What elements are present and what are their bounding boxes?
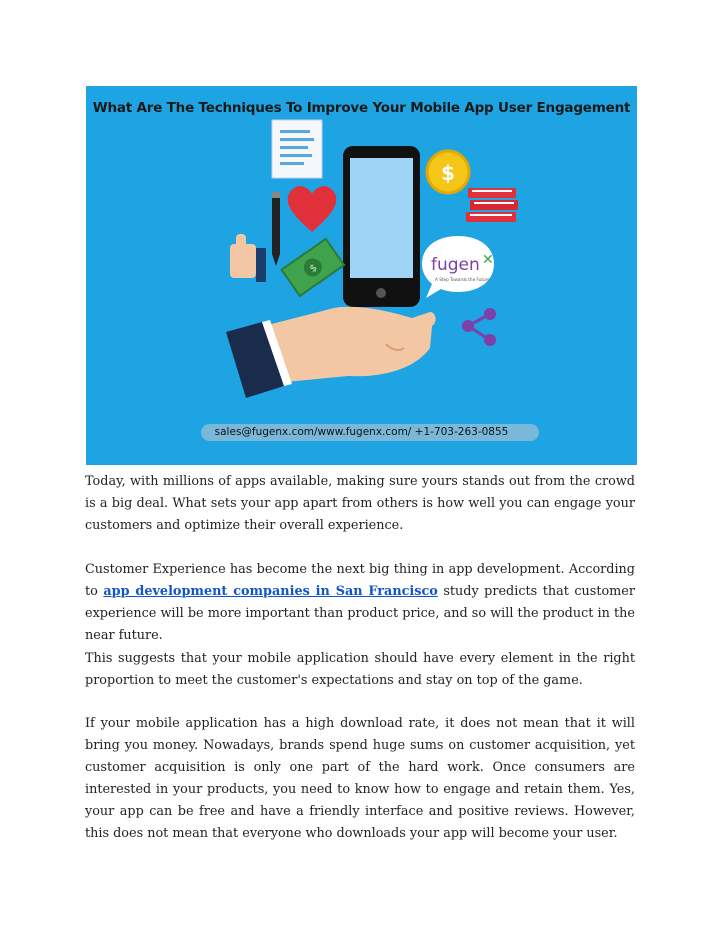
paragraph-text: study predicts that customer experience will be more important than product price, and so will the product in the near future. xyxy=(85,584,635,643)
svg-text:$: $ xyxy=(441,161,455,185)
brand-tagline: A Step Towards the Future xyxy=(435,277,490,282)
pen-icon xyxy=(272,192,280,266)
contact-info: sales@fugenx.com/www.fugenx.com/ +1-703-263-0855 xyxy=(214,426,509,438)
thumbs-up-icon xyxy=(230,234,266,282)
svg-text:$: $ xyxy=(307,262,320,275)
heart-icon xyxy=(288,186,337,232)
banner-illustration xyxy=(86,86,637,465)
money-bill-icon xyxy=(282,239,345,296)
link-app-development-companies[interactable]: app development companies in San Francisco xyxy=(103,584,438,599)
document-icon xyxy=(272,120,322,178)
paragraph-intro: Today, with millions of apps available, making sure yours stands out from the crowd is a big deal. What sets your app apart from others is how well you can engage your customers and optimize their overall experience. xyxy=(85,474,635,533)
banner-title: What Are The Techniques To Improve Your Mobile App User Engagement xyxy=(92,100,631,116)
share-icon xyxy=(462,308,496,346)
dollar-coin-icon xyxy=(427,151,469,193)
brand-logo: fugen xyxy=(431,255,480,275)
phone-icon xyxy=(343,146,420,307)
paragraph-download-rate: If your mobile application has a high download rate, it does not mean that it will bring you money. Nowadays, brands spend huge sums on customer acquisition, yet customer acquisition is only one part of the hard work. Once consumers are interested in your products, you need to know how to engage and retain them. Yes, your app can be free and have a friendly interface and positive reviews. However, this does not mean that everyone who downloads your app will become your user. xyxy=(85,716,635,841)
brand-logo-mark: ✕ xyxy=(482,252,494,268)
books-icon xyxy=(466,188,518,222)
hand-icon xyxy=(226,307,436,398)
paragraph-text: Customer Experience has become the next big thing in app development. According to xyxy=(85,562,635,599)
paragraph-proportion: This suggests that your mobile application should have every element in the right proportion to meet the customer's expectations and stay on top of the game. xyxy=(85,651,635,688)
paragraph-customer-experience xyxy=(85,559,635,647)
hero-banner-image xyxy=(86,86,637,465)
